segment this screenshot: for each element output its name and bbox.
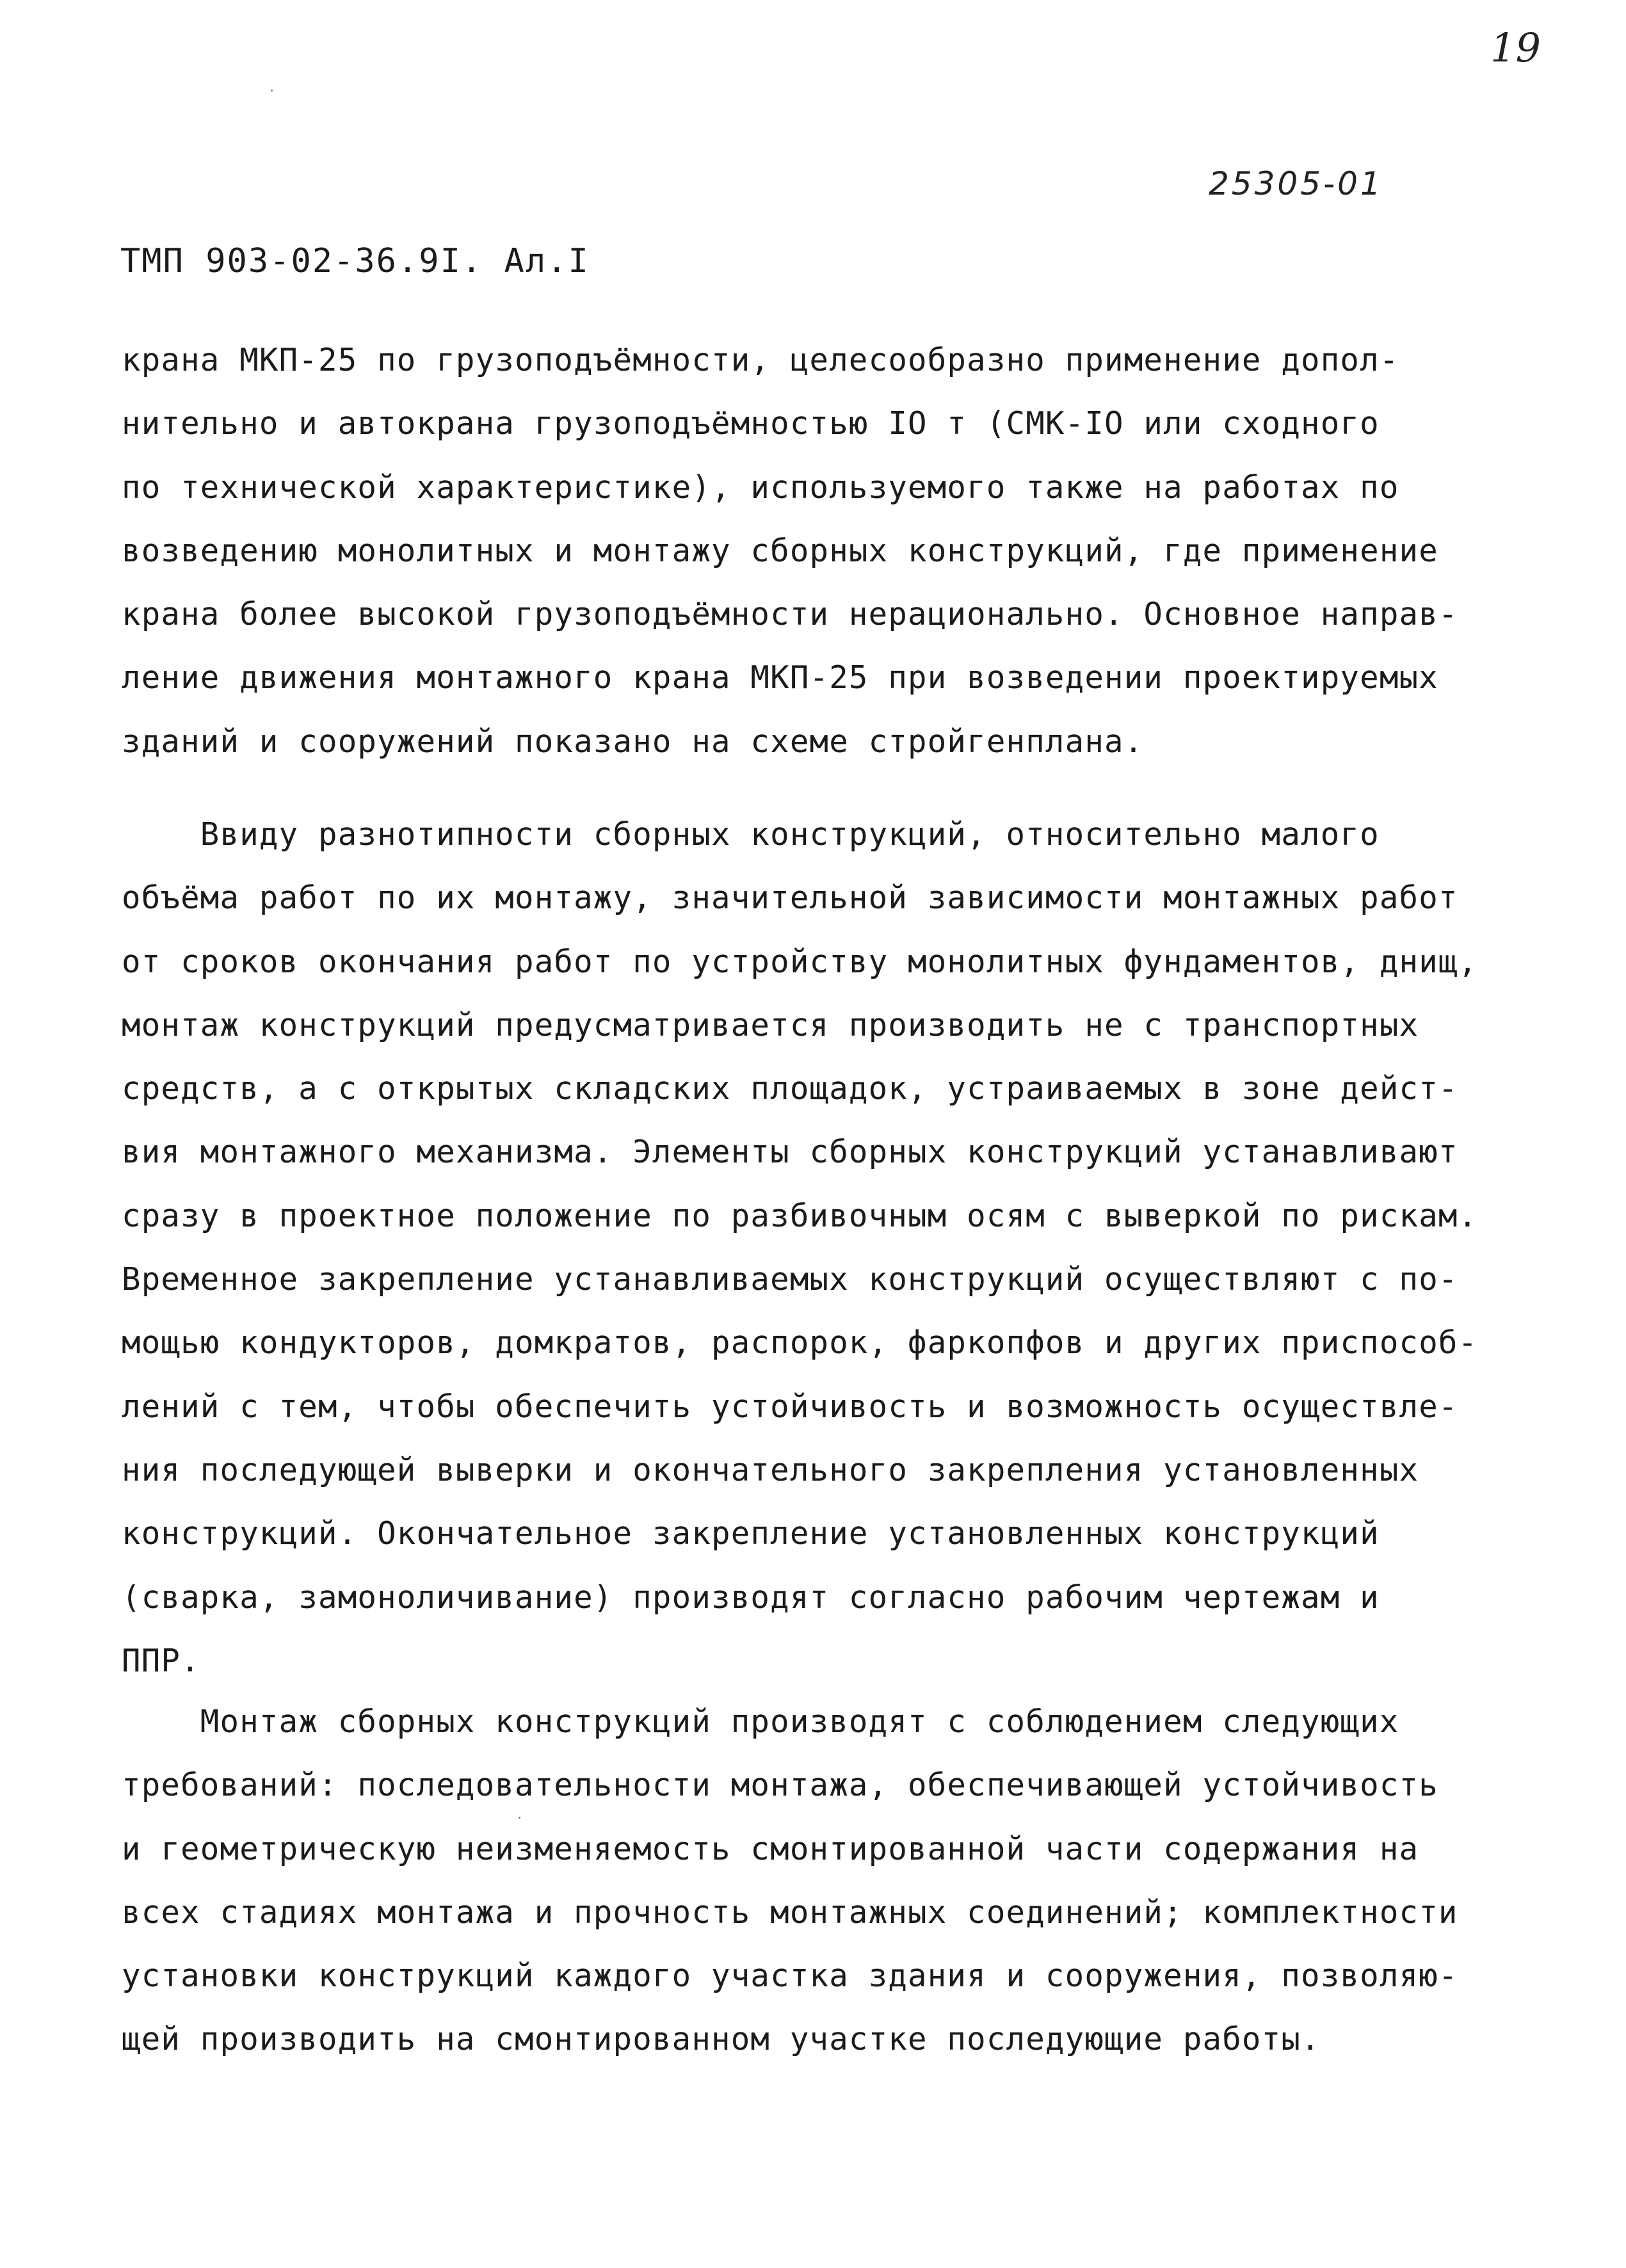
text-line: щей производить на смонтированном участке последующие работы. — [122, 2021, 1321, 2058]
text-line: сразу в проектное положение по разбивочным осям с выверкой по рискам. — [122, 1197, 1478, 1234]
text-line: и геометрическую неизменяемость смонтированной части содержания на — [122, 1830, 1419, 1867]
text-line: мощью кондукторов, домкратов, распорок, фаркопфов и других приспособ- — [122, 1324, 1478, 1362]
text-line: нительно и автокрана грузоподъёмностью IО т (СМК-IО или сходного — [122, 405, 1380, 442]
text-line: по технической характеристике), используемого также на работах по — [122, 469, 1399, 506]
text-line: Ввиду разнотипности сборных конструкций, относительно малого — [122, 816, 1380, 853]
text-line: (сварка, замоноличивание) производят согласно рабочим чертежам и — [122, 1579, 1380, 1616]
text-line: крана более высокой грузоподъёмности нерационально. Основное направ- — [122, 596, 1458, 633]
text-line: конструкций. Окончательное закрепление установленных конструкций — [122, 1515, 1380, 1552]
text-line: ППР. — [122, 1642, 200, 1679]
text-line: монтаж конструкций предусматривается производить не с транспортных — [122, 1006, 1419, 1043]
stray-mark — [271, 90, 273, 92]
text-line: объёма работ по их монтажу, значительной зависимости монтажных работ — [122, 880, 1458, 917]
text-line: крана МКП-25 по грузоподъёмности, целесообразно применение допол- — [122, 342, 1399, 378]
text-line: всех стадиях монтажа и прочность монтажных соединений; комплектности — [122, 1894, 1458, 1931]
text-line: Временное закрепление устанавливаемых конструкций осуществляют с по- — [122, 1261, 1458, 1298]
text-line: лений с тем, чтобы обеспечить устойчивость и возможность осуществле- — [122, 1388, 1458, 1425]
paragraph — [122, 328, 1549, 773]
text-line: средств, а с открытых складских площадок, устраиваемых в зоне дейст- — [122, 1070, 1458, 1107]
text-line: зданий и сооружений показано на схеме стройгенплана. — [122, 723, 1144, 760]
page-number: 19 — [1490, 24, 1541, 71]
text-line: возведению монолитных и монтажу сборных конструкций, где применение — [122, 532, 1438, 569]
text-line: требований: последовательности монтажа, обеспечивающей устойчивость — [122, 1767, 1438, 1804]
text-line: ния последующей выверки и окончательного закрепления установленных — [122, 1451, 1419, 1488]
document-code: ТМП 903-02-36.9I. Ал.I — [120, 242, 590, 280]
archive-number: 25305-01 — [1209, 165, 1383, 202]
paragraph — [122, 803, 1549, 1693]
text-line: вия монтажного механизма. Элементы сборных конструкций устанавливают — [122, 1134, 1458, 1171]
text-line: установки конструкций каждого участка здания и сооружения, позволяю- — [122, 1958, 1458, 1995]
text-line: Монтаж сборных конструкций производят с соблюдением следующих — [122, 1703, 1399, 1740]
text-line: от сроков окончания работ по устройству монолитных фундаментов, днищ, — [122, 943, 1478, 980]
text-line: ление движения монтажного крана МКП-25 при возведении проектируемых — [122, 659, 1438, 696]
paragraph — [122, 1690, 1549, 2071]
